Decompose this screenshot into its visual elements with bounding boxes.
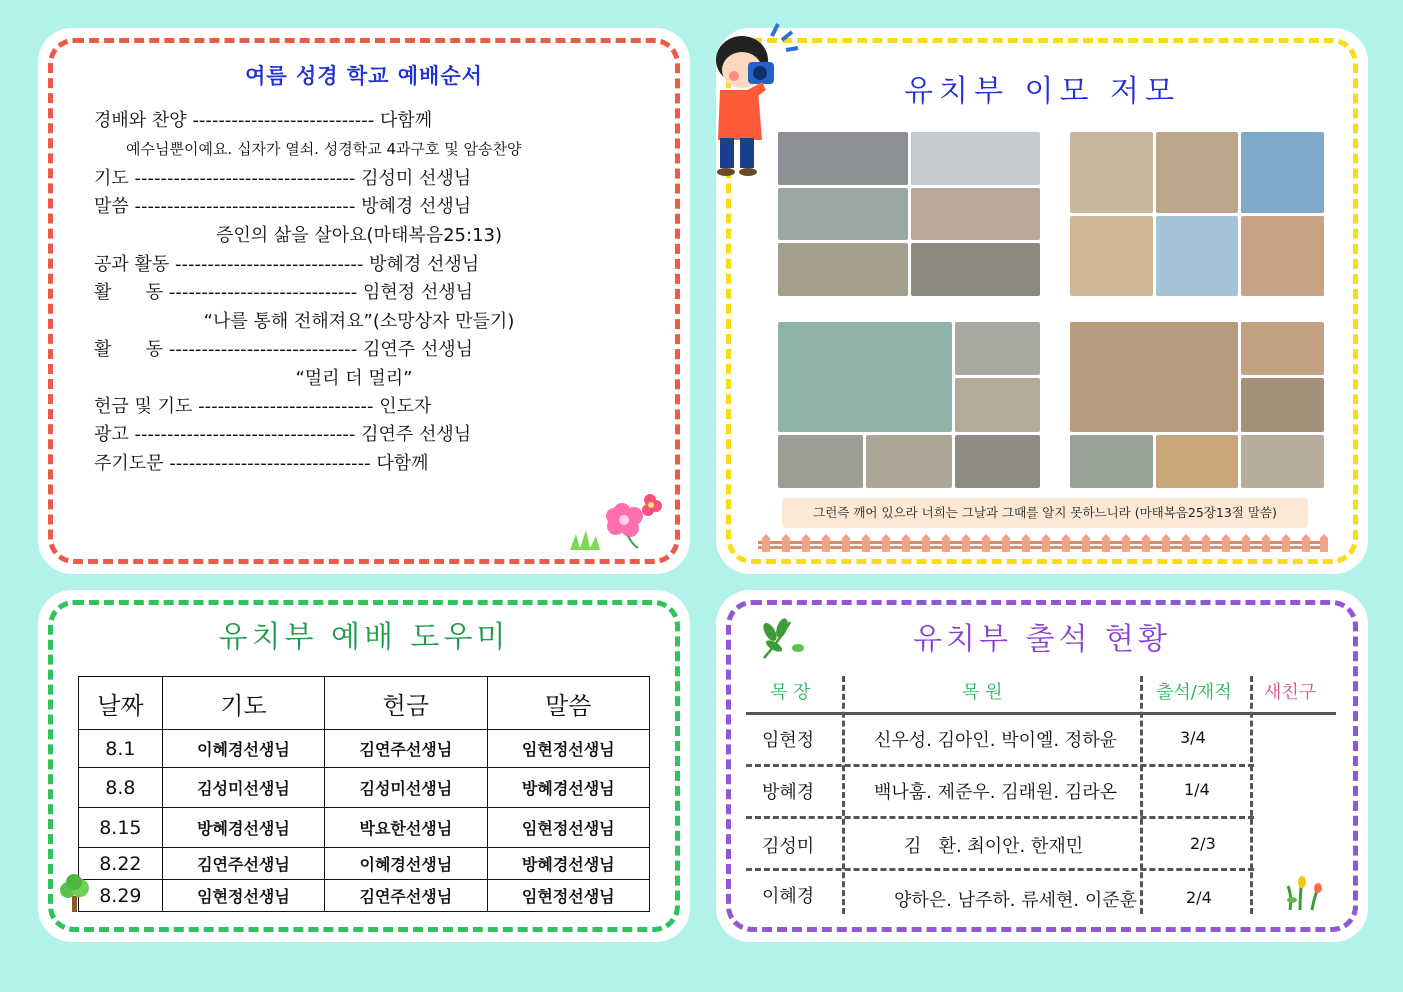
attendance-panel xyxy=(716,590,1368,942)
table-row xyxy=(79,808,650,848)
row-divider xyxy=(746,764,1254,767)
photo xyxy=(1241,216,1324,297)
table-cell: 방혜경선생님 xyxy=(487,848,649,880)
order-center-line: 증인의 삶을 살아요(마태복음25:13) xyxy=(215,225,503,246)
column-header: 기도 xyxy=(162,677,324,730)
photo xyxy=(955,435,1040,488)
photo xyxy=(1241,378,1324,431)
photo xyxy=(866,435,951,488)
order-line: 공과 활동 ----------------------------- 방혜경 선생님 xyxy=(94,254,480,275)
table-cell: 김성미선생님 xyxy=(325,768,487,808)
table-row xyxy=(79,848,650,880)
date-cell: 8.15 xyxy=(79,808,163,848)
photo xyxy=(955,378,1040,431)
photo xyxy=(911,132,1041,185)
photo xyxy=(778,132,908,185)
photo xyxy=(778,435,863,488)
row-divider xyxy=(746,816,1254,819)
table-cell: 임현정선생님 xyxy=(162,880,324,912)
leader-name: 이혜경 xyxy=(762,886,815,907)
flower-illustration xyxy=(566,490,666,554)
photo xyxy=(1156,216,1239,297)
table-cell: 방혜경선생님 xyxy=(487,768,649,808)
members-cell: 양하은. 남주하. 류세현. 이준훈 xyxy=(894,890,1137,911)
column-divider xyxy=(842,676,845,914)
photo xyxy=(1070,216,1153,297)
column-divider xyxy=(1250,676,1253,914)
table-header-row xyxy=(79,677,650,730)
order-line: 말씀 ---------------------------------- 방혜경 선생님 xyxy=(94,196,472,217)
table-row xyxy=(79,880,650,912)
photo xyxy=(1156,132,1239,213)
order-center-line: “나를 통해 전해져요”(소망상자 만들기) xyxy=(203,311,515,332)
members-cell: 김 환. 최이안. 한재민 xyxy=(904,836,1084,857)
photo xyxy=(778,322,952,432)
photo xyxy=(1241,132,1324,213)
table-cell: 임현정선생님 xyxy=(487,880,649,912)
table-cell: 김성미선생님 xyxy=(162,768,324,808)
photo xyxy=(1070,435,1153,488)
order-line: 기도 ---------------------------------- 김성미 선생님 xyxy=(94,168,472,189)
photo xyxy=(778,243,908,296)
leader-name: 임현정 xyxy=(762,730,815,751)
column-header: 날짜 xyxy=(79,677,163,730)
worship-order-title: 여름 성경 학교 예배순서 xyxy=(245,64,483,88)
photo-collage xyxy=(1070,322,1324,488)
sprout-icon xyxy=(1282,876,1326,912)
order-line: 경배와 찬양 ---------------------------- 다함께 xyxy=(94,110,433,131)
photo xyxy=(911,243,1041,296)
members-cell: 백나훔. 제준우. 김래원. 김라온 xyxy=(874,782,1117,803)
column-header: 새친구 xyxy=(1264,682,1317,703)
photo xyxy=(911,188,1041,241)
table-cell: 김연주선생님 xyxy=(325,730,487,768)
date-cell: 8.1 xyxy=(79,730,163,768)
attendance-count: 2/4 xyxy=(1186,888,1212,907)
photo xyxy=(1156,435,1239,488)
photo-collage xyxy=(778,322,1040,488)
photo xyxy=(1070,322,1238,432)
order-center-line: “멀리 더 멀리” xyxy=(295,368,413,389)
table-cell: 이혜경선생님 xyxy=(325,848,487,880)
table-cell: 이혜경선생님 xyxy=(162,730,324,768)
order-line: 주기도문 ------------------------------- 다함께 xyxy=(94,453,429,474)
photo-collage xyxy=(1070,132,1324,296)
photo xyxy=(778,188,908,241)
photos-panel xyxy=(716,28,1368,574)
fence-decoration xyxy=(758,534,1328,552)
table-cell: 방혜경선생님 xyxy=(162,808,324,848)
members-cell: 신우성. 김아인. 박이엘. 정하윤 xyxy=(874,730,1117,751)
photos-title: 유치부 이모 저모 xyxy=(904,74,1180,109)
date-cell: 8.29 xyxy=(79,880,163,912)
table-cell: 박요한선생님 xyxy=(325,808,487,848)
table-cell: 임현정선생님 xyxy=(487,808,649,848)
attendance-title: 유치부 출석 현황 xyxy=(913,622,1171,657)
photo xyxy=(1241,435,1324,488)
table-cell: 김연주선생님 xyxy=(325,880,487,912)
column-header: 헌금 xyxy=(325,677,487,730)
date-cell: 8.22 xyxy=(79,848,163,880)
header-divider xyxy=(746,712,1336,715)
photo xyxy=(1241,322,1324,375)
helpers-table xyxy=(78,676,650,912)
photo-collage xyxy=(778,132,1040,296)
attendance-count: 1/4 xyxy=(1184,780,1210,799)
leader-name: 김성미 xyxy=(762,836,815,857)
column-header: 출석/재적 xyxy=(1156,682,1232,703)
table-cell: 임현정선생님 xyxy=(487,730,649,768)
order-line: 활 동 ----------------------------- 임현정 선생님 xyxy=(94,282,473,303)
date-cell: 8.8 xyxy=(79,768,163,808)
photo xyxy=(955,322,1040,375)
table-row xyxy=(79,730,650,768)
verse-caption: 그런즉 깨어 있으라 너희는 그날과 그때를 알지 못하느니라 (마태복음25장13절 말씀) xyxy=(782,498,1308,528)
worship-helpers-panel xyxy=(38,590,690,942)
order-line: 활 동 ----------------------------- 김연주 선생님 xyxy=(94,339,473,360)
order-line: 광고 ---------------------------------- 김연주 선생님 xyxy=(94,424,472,445)
column-header: 말씀 xyxy=(487,677,649,730)
order-line: 헌금 및 기도 --------------------------- 인도자 xyxy=(94,396,432,417)
leader-name: 방혜경 xyxy=(762,782,815,803)
table-row xyxy=(79,768,650,808)
row-divider xyxy=(746,868,1254,871)
helpers-title: 유치부 예배 도우미 xyxy=(218,620,510,655)
column-header: 목 원 xyxy=(962,682,1003,703)
tree-icon xyxy=(58,874,92,914)
attendance-count: 3/4 xyxy=(1180,728,1206,747)
column-divider xyxy=(1140,676,1143,914)
worship-order-panel xyxy=(38,28,690,574)
column-header: 목 장 xyxy=(770,682,811,703)
order-subline: 예수님뿐이예요. 십자가 열쇠. 성경학교 4과구호 및 암송찬양 xyxy=(126,140,522,158)
table-cell: 김연주선생님 xyxy=(162,848,324,880)
attendance-count: 2/3 xyxy=(1190,834,1216,853)
photo xyxy=(1070,132,1153,213)
